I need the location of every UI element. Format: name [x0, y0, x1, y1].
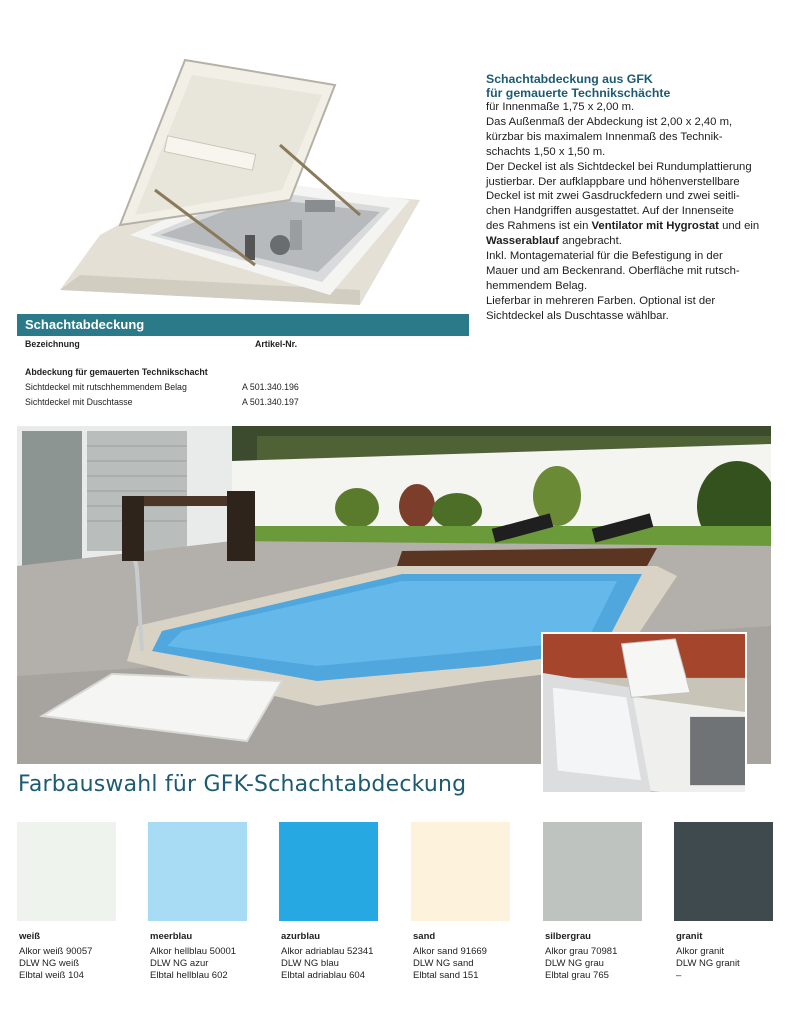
swatch-line: DLW NG sand — [413, 958, 474, 969]
table-row-name: Sichtdeckel mit rutschhemmendem Belag — [25, 382, 187, 392]
swatch-silbergrau — [543, 822, 642, 921]
description-line — [486, 219, 776, 234]
table-row-article: A 501.340.197 — [242, 397, 299, 407]
description-line: hemmendem Belag. — [486, 279, 588, 292]
swatch-name: azurblau — [281, 931, 321, 942]
description-text: des Rahmens ist ein — [486, 220, 592, 233]
shaft-cover-photo — [60, 50, 420, 305]
description-line: Der Deckel ist als Sichtdeckel bei Rundumplattierung — [486, 160, 752, 173]
table-row-article: A 501.340.196 — [242, 382, 299, 392]
description-line: Lieferbar in mehreren Farben. Optional ist der — [486, 294, 716, 307]
swatch-name: silbergrau — [545, 931, 591, 942]
description-line: schachts 1,50 x 1,50 m. — [486, 145, 606, 158]
description-line: Deckel ist mit zwei Gasdruckfedern und zwei seitli- — [486, 190, 740, 203]
swatch-line: Alkor weiß 90057 — [19, 946, 93, 957]
shaft-inset-photo — [541, 632, 747, 794]
swatch-line: – — [676, 970, 682, 981]
swatch-weiss — [17, 822, 116, 921]
table-title: Schachtabdeckung — [25, 317, 145, 332]
description-line: Mauer und am Beckenrand. Oberfläche mit rutsch- — [486, 264, 740, 277]
description-line: Inkl. Montagematerial für die Befestigung in der — [486, 250, 723, 263]
table-group-label: Abdeckung für gemauerten Technikschacht — [25, 367, 208, 377]
swatch-line: DLW NG blau — [281, 958, 339, 969]
description-heading-2: für gemauerte Technikschächte — [486, 86, 671, 100]
swatch-azurblau — [279, 822, 378, 921]
swatch-line: DLW NG granit — [676, 958, 740, 969]
description-line: kürzbar bis maximalem Innenmaß des Technik- — [486, 130, 723, 143]
swatch-line: DLW NG weiß — [19, 958, 79, 969]
swatch-line: Alkor grau 70981 — [545, 946, 618, 957]
swatch-line: Elbtal hellblau 602 — [150, 970, 228, 981]
description-line — [486, 234, 776, 249]
colors-section-title: Farbauswahl für GFK-Schachtabdeckung — [18, 772, 467, 797]
swatch-line: Elbtal sand 151 — [413, 970, 479, 981]
swatch-line: Alkor adriablau 52341 — [281, 946, 374, 957]
description-line: für Innenmaße 1,75 x 2,00 m. — [486, 101, 635, 113]
swatch-sand — [411, 822, 510, 921]
description-line: chen Handgriffen ausgestattet. Auf der Innenseite — [486, 205, 734, 218]
column-header-name: Bezeichnung — [25, 339, 80, 349]
swatch-line: Alkor granit — [676, 946, 725, 957]
swatch-meerblau — [148, 822, 247, 921]
description-bold: Wasserablauf — [486, 235, 560, 248]
column-header-article: Artikel-Nr. — [255, 339, 298, 349]
swatch-line: Alkor hellblau 50001 — [150, 946, 237, 957]
description-text: angebracht. — [559, 235, 622, 248]
table-row-name: Sichtdeckel mit Duschtasse — [25, 397, 133, 407]
swatch-name: meerblau — [150, 931, 193, 942]
description-bold: Ventilator mit Hygrostat — [591, 220, 719, 233]
swatch-line: Elbtal grau 765 — [545, 970, 609, 981]
swatch-line: DLW NG grau — [545, 958, 604, 969]
product-description — [486, 72, 776, 324]
swatch-line: DLW NG azur — [150, 958, 209, 969]
swatch-line: Elbtal adriablau 604 — [281, 970, 365, 981]
swatch-line: Alkor sand 91669 — [413, 946, 487, 957]
description-line: Das Außenmaß der Abdeckung ist 2,00 x 2,40 m, — [486, 115, 733, 128]
swatch-name: sand — [413, 931, 436, 942]
swatch-name: granit — [676, 931, 703, 942]
swatch-line: Elbtal weiß 104 — [19, 970, 84, 981]
swatch-granit — [674, 822, 773, 921]
description-line: justierbar. Der aufklappbare und höhenverstellbare — [486, 175, 740, 188]
description-text: und ein — [718, 220, 760, 233]
description-line: Sichtdeckel als Duschtasse wählbar. — [486, 309, 669, 322]
swatch-name: weiß — [19, 931, 41, 942]
description-heading-1: Schachtabdeckung aus GFK — [486, 72, 653, 86]
